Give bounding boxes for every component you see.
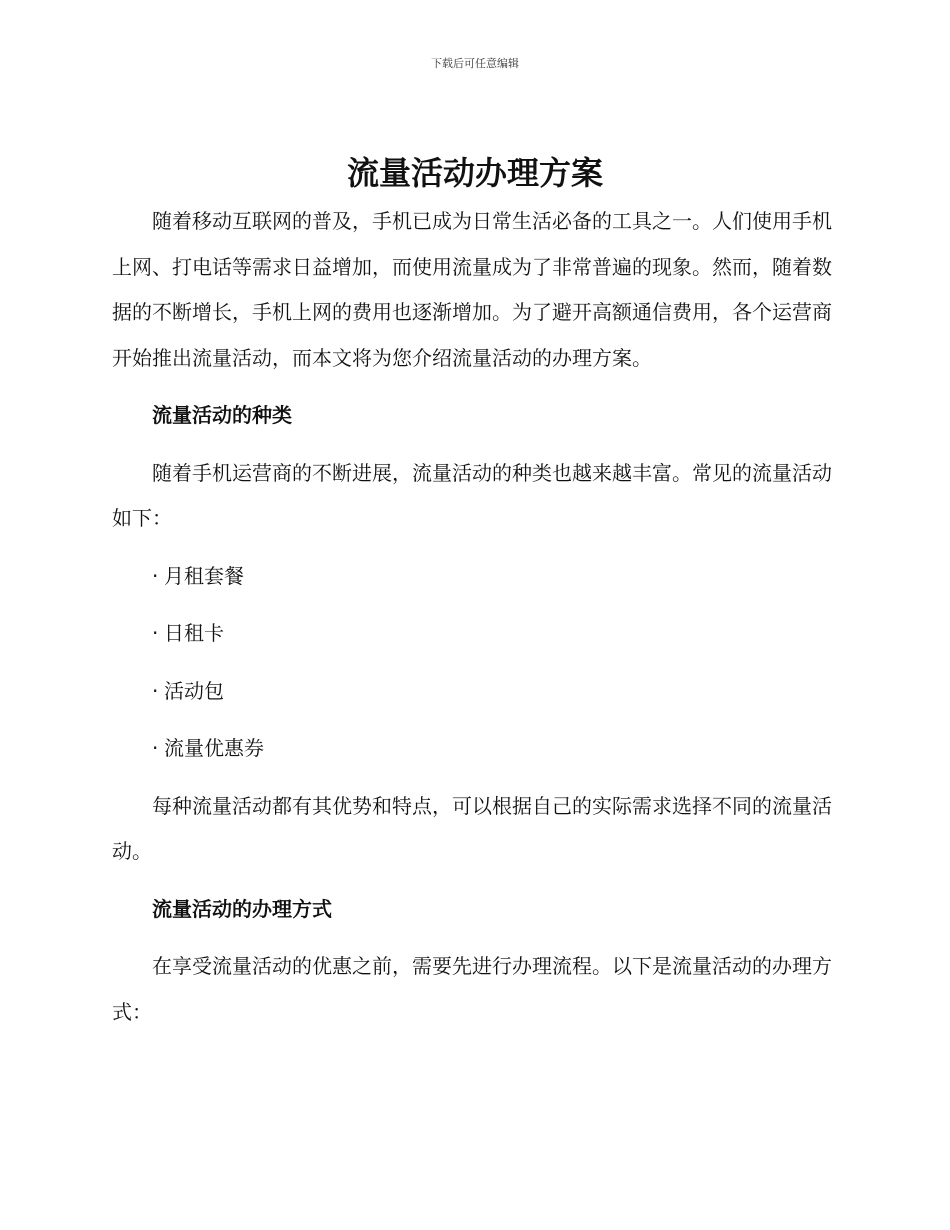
bullet-icon: · [152, 736, 159, 760]
list-item [112, 611, 832, 657]
types-intro-paragraph: 随着手机运营商的不断进展，流量活动的种类也越来越丰富。常见的流量活动如下： [112, 460, 832, 530]
list-item [112, 669, 832, 715]
section-heading-methods: 流量活动的办理方式 [152, 896, 332, 921]
intro-paragraph: 随着移动互联网的普及，手机已成为日常生活必备的工具之一。人们使用手机上网、打电话等需求日益增加，而使用流量成为了非常普遍的现象。然而，随着数据的不断增长，手机上网的费用也逐渐增加。为了避开高额通信费用，各个运营商开始推出流量活动，而本文将为您介绍流量活动的办理方案。 [112, 209, 832, 370]
document-title: 流量活动办理方案 [346, 154, 603, 192]
activity-types-list [112, 554, 832, 772]
list-item-label: 流量优惠券 [164, 736, 264, 760]
bullet-icon: · [152, 621, 159, 645]
list-item-label: 活动包 [164, 678, 224, 703]
header-note: 下载后可任意编辑 [431, 57, 519, 70]
list-item [112, 726, 832, 772]
section-heading-types: 流量活动的种类 [152, 403, 292, 427]
list-item-label: 日租卡 [164, 621, 224, 645]
document-body [112, 199, 832, 1047]
list-item-label: 月租套餐 [164, 563, 244, 588]
types-outro-paragraph: 每种流量活动都有其优势和特点，可以根据自己的实际需求选择不同的流量活动。 [112, 793, 832, 863]
methods-intro-paragraph: 在享受流量活动的优惠之前，需要先进行办理流程。以下是流量活动的办理方式： [112, 954, 832, 1024]
bullet-icon: · [152, 678, 159, 703]
bullet-icon: · [152, 563, 159, 588]
list-item [112, 554, 832, 600]
